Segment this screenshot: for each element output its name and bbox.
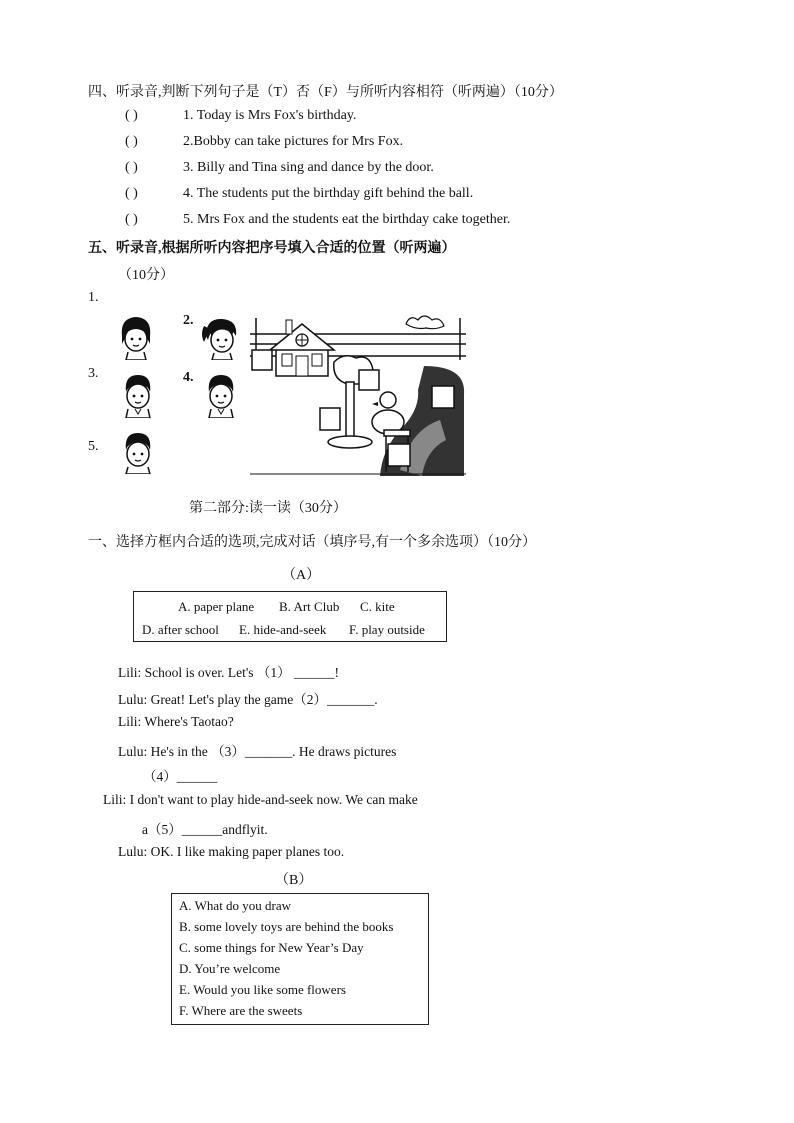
option-b-item: E. Would you like some flowers (179, 982, 346, 997)
statement-text: 1. Today is Mrs Fox's birthday. (183, 108, 357, 123)
option-f: F. play outside (349, 622, 425, 637)
part-b-label: （B） (275, 873, 313, 888)
option-b-item: C. some things for New Year’s Day (179, 940, 364, 955)
option-b-item: B. some lovely toys are behind the books (179, 919, 394, 934)
option-b-item: D. You’re welcome (179, 961, 281, 976)
dialogue-line: Lili: I don't want to play hide-and-seek now. We can make (103, 792, 418, 807)
picture-label-5: 5. (88, 439, 99, 454)
option-b-item: A. What do you draw (179, 898, 292, 913)
section5-score: （10分） (118, 268, 174, 283)
option-b-item: F. Where are the sweets (179, 1003, 303, 1018)
option-b: B. Art Club (279, 599, 340, 614)
answer-paren[interactable]: ( ) (125, 108, 138, 123)
option-d: D. after school (142, 622, 219, 637)
answer-paren[interactable]: ( ) (125, 160, 138, 175)
statement-text: 3. Billy and Tina sing and dance by the door. (183, 160, 434, 175)
part-a-label: （A） (282, 568, 321, 583)
boy-face-icon (120, 372, 156, 418)
option-a: A. paper plane (178, 599, 255, 614)
section4-heading: 四、听录音,判断下列句子是（T）否（F）与所听内容相符（听两遍）（10分） (88, 85, 563, 100)
option-e: E. hide-and-seek (239, 622, 327, 637)
answer-paren[interactable]: ( ) (125, 186, 138, 201)
dialogue-line: （4）______ (143, 769, 218, 784)
dialogue-line: a（5）______andflyit. (142, 822, 268, 837)
picture-label-2: 2. (183, 313, 194, 328)
answer-paren[interactable]: ( ) (125, 212, 138, 227)
picture-label-3: 3. (88, 366, 99, 381)
statement-text: 4. The students put the birthday gift behind the ball. (183, 186, 474, 201)
girl-face-icon (118, 314, 154, 360)
dialogue-line: Lili: School is over. Let's （1） ______! (118, 665, 340, 680)
boy-face-icon (120, 430, 156, 474)
section1-heading: 一、选择方框内合适的选项,完成对话（填序号,有一个多余选项）（10分） (88, 535, 536, 550)
boy-face-icon (203, 372, 239, 418)
statement-text: 2.Bobby can take pictures for Mrs Fox. (183, 134, 404, 149)
dialogue-line: Lili: Where's Taotao? (118, 714, 234, 729)
section5-heading: 五、听录音,根据所听内容把序号填入合适的位置（听两遍） (88, 241, 456, 256)
girl-ponytail-face-icon (200, 316, 242, 360)
scene-illustration (250, 310, 466, 476)
part2-heading: 第二部分:读一读（30分） (189, 501, 347, 516)
option-c: C. kite (360, 599, 395, 614)
answer-paren[interactable]: ( ) (125, 134, 138, 149)
statement-text: 5. Mrs Fox and the students eat the birthday cake together. (183, 212, 511, 227)
picture-label-1: 1. (88, 290, 99, 305)
dialogue-line: Lulu: He's in the （3）_______. He draws pictures (118, 744, 397, 759)
dialogue-line: Lulu: OK. I like making paper planes too. (118, 844, 345, 859)
dialogue-line: Lulu: Great! Let's play the game（2）_______. (118, 692, 378, 707)
picture-label-4: 4. (183, 370, 194, 385)
